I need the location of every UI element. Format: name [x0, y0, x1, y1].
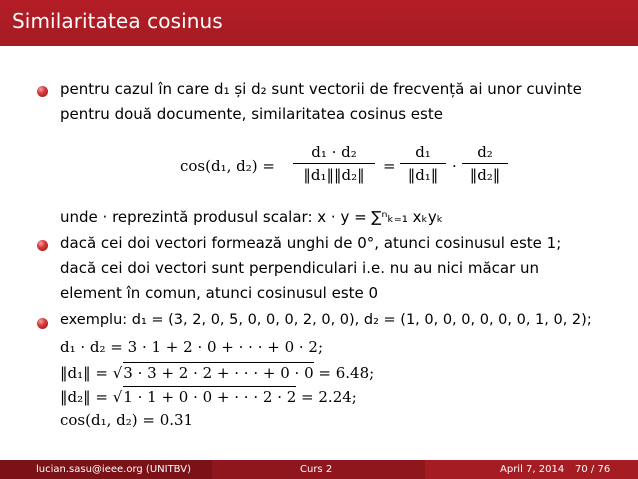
bullet-3-line-5: cos(d₁, d₂) = 0.31: [60, 411, 194, 429]
bullet-2-line-1: dacă cei doi vectori formează unghi de 0°, atunci cosinusul este 1;: [60, 234, 562, 252]
norm-d2-label: ‖d₂‖ = √: [60, 388, 123, 406]
fraction-1-numerator: d₁ · d₂: [311, 143, 357, 161]
footer-course: Curs 2: [300, 464, 333, 475]
bullet-3-line-4: [60, 386, 357, 406]
fraction-1: [293, 143, 375, 184]
bullet-3-line-2: d₁ · d₂ = 3 · 1 + 2 · 0 + · · · + 0 · 2;: [60, 338, 324, 356]
bullet-1-line-1: pentru cazul în care d₁ și d₂ sunt vectorii de frecvență ai unor cuvinte: [60, 80, 582, 98]
fraction-2-numerator: d₁: [415, 143, 431, 161]
bullet-icon: [37, 318, 48, 329]
fraction-2-denominator: ‖d₁‖: [407, 166, 439, 184]
bullet-3-line-1: exemplu: d₁ = (3, 2, 0, 5, 0, 0, 0, 2, 0, 0), d₂ = (1, 0, 0, 0, 0, 0, 0, 1, 0, 2);: [60, 312, 592, 328]
bullet-3-line-3: [60, 362, 374, 382]
norm-d2-value: = 2.24;: [296, 388, 357, 406]
formula-dot: ·: [452, 157, 457, 175]
norm-d2-radicand: 1 · 1 + 0 · 0 + · · · 2 · 2: [123, 388, 297, 406]
scalar-product-definition: unde · reprezintă produsul scalar: x · y = ∑ⁿₖ₌₁ xₖyₖ: [60, 208, 444, 226]
fraction-3: [462, 143, 508, 184]
bullet-icon: [37, 86, 48, 97]
fraction-3-denominator: ‖d₂‖: [469, 166, 501, 184]
slide-title: Similaritatea cosinus: [12, 9, 223, 33]
footer-author: lucian.sasu@ieee.org (UNITBV): [36, 464, 191, 475]
footer-page-number: 70 / 76: [575, 464, 611, 475]
footer-date: April 7, 2014: [500, 464, 565, 475]
footer: [0, 460, 638, 479]
bullet-2-line-2: dacă cei doi vectori sunt perpendiculari i.e. nu au nici măcar un: [60, 259, 540, 277]
bullet-icon: [37, 240, 48, 251]
formula-lhs: cos(d₁, d₂) =: [180, 157, 275, 175]
fraction-3-numerator: d₂: [477, 143, 493, 161]
bullet-1-line-2: pentru două documente, similaritatea cosinus este: [60, 105, 443, 123]
norm-d1-radicand: 3 · 3 + 2 · 2 + · · · + 0 · 0: [123, 364, 314, 382]
formula-equals: =: [383, 157, 396, 175]
norm-d1-value: = 6.48;: [313, 364, 375, 382]
bullet-2-line-3: element în comun, atunci cosinusul este 0: [60, 284, 379, 302]
fraction-1-denominator: ‖d₁‖‖d₂‖: [303, 166, 365, 184]
fraction-2: [400, 143, 446, 184]
norm-d1-label: ‖d₁‖ = √: [60, 364, 123, 382]
